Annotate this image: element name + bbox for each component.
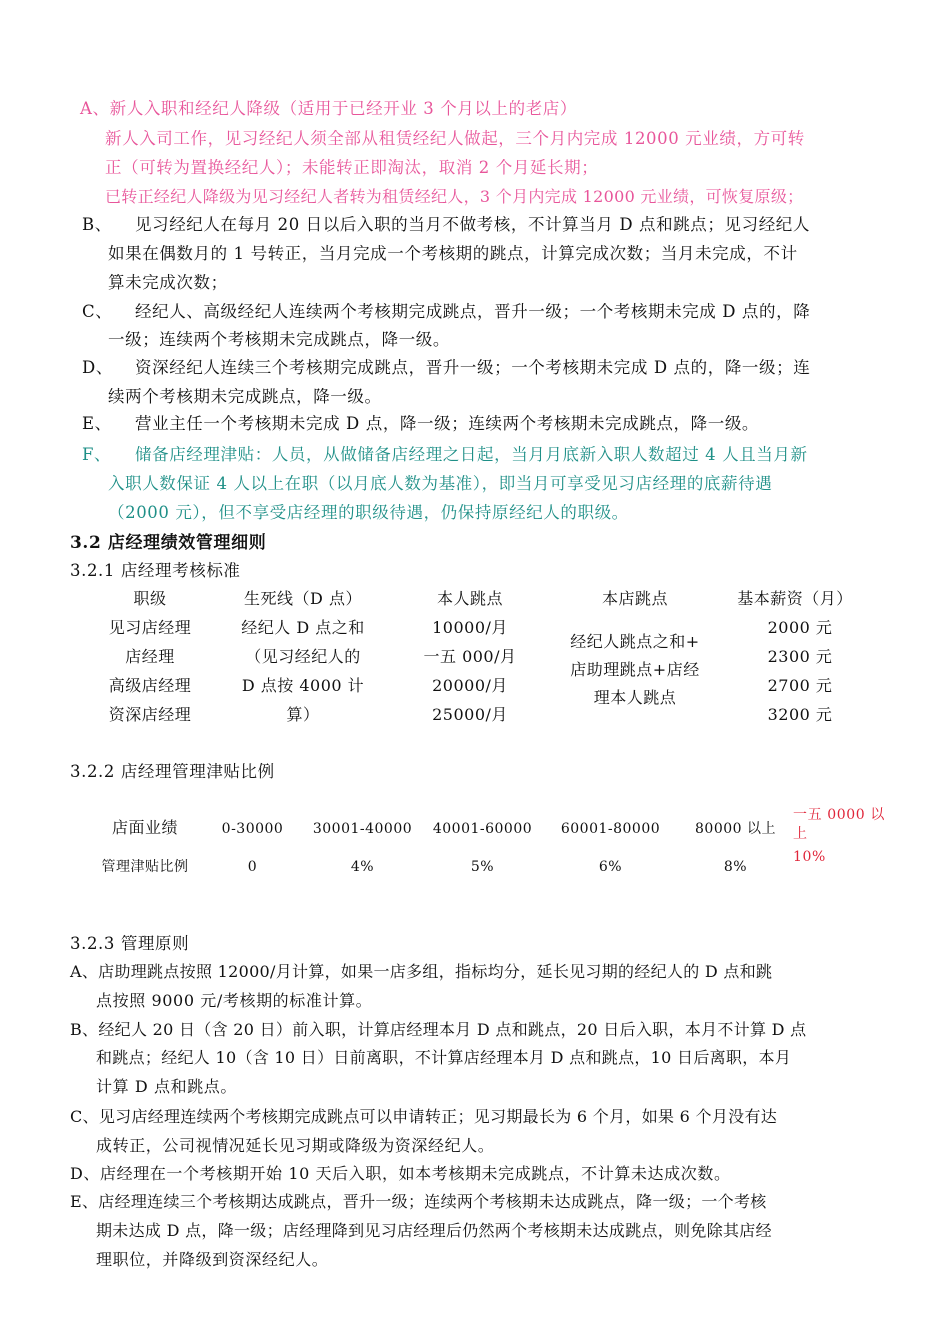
principle-e-line: 理职位，并降级到资深经纪人。	[96, 1250, 329, 1269]
table-cell-range: 80000 以上	[695, 821, 776, 837]
table-cell-range: 40001-60000	[432, 821, 533, 837]
table-row-label: 管理津贴比例	[101, 859, 189, 875]
principle-c-line: 成转正，公司视情况延长见习期或降级为资深经纪人。	[96, 1136, 495, 1155]
section-a-line: 已转正经纪人降级为见习经纪人者转为租赁经纪人，3 个月内完成 12000 元业绩，可恢复原级；	[105, 187, 804, 206]
section-e-mark: E、	[82, 414, 112, 433]
principle-a-line: 点按照 9000 元/考核期的标准计算。	[96, 991, 373, 1010]
section-a-line: 新人入司工作，见习经纪人须全部从租赁经纪人做起，三个月内完成 12000 元业绩，方可转	[105, 129, 805, 148]
table-header: 本人跳点	[436, 589, 503, 608]
section-c-mark: C、	[82, 302, 113, 321]
principle-b-line: 计算 D 点和跳点。	[96, 1077, 238, 1096]
principle-b-line: 和跳点；经纪人 10（含 10 日）日前离职，不计算店经理本月 D 点和跳点，10 日后离职，本月	[96, 1048, 792, 1067]
table-cell-ratio-extra: 10%	[793, 849, 826, 865]
table-header: 职级	[133, 589, 167, 608]
table-cell-rank: 见习店经理	[108, 618, 192, 637]
principle-a-line: A、店助理跳点按照 12000/月计算，如果一店多组，指标均分，延长见习期的经纪人的 D 点和跳	[70, 962, 773, 981]
table-cell-deadline: 算）	[286, 705, 320, 724]
table-cell-store-points: 店助理跳点+店经	[570, 660, 700, 679]
heading-3-2-1: 3.2.1 店经理考核标准	[70, 561, 241, 580]
table-cell-store-points: 理本人跳点	[593, 688, 677, 707]
principle-b-line: B、经纪人 20 日（含 20 日）前入职，计算店经理本月 D 点和跳点，20 日后入职，本月不计算 D 点	[70, 1020, 807, 1039]
table-cell-range: 0-30000	[221, 821, 284, 837]
table-cell-range-extra: 一五 0000 以	[793, 807, 885, 823]
section-b-line: 见习经纪人在每月 20 日以后入职的当月不做考核，不计算当月 D 点和跳点；见习经纪人	[135, 215, 811, 234]
table-cell-range-extra: 上	[793, 826, 808, 842]
table-cell-self-points: 25000/月	[432, 705, 508, 724]
table-cell-range: 60001-80000	[560, 821, 661, 837]
heading-3-2-3: 3.2.3 管理原则	[70, 934, 190, 953]
section-b-mark: B、	[82, 215, 112, 234]
table-cell-self-points: 20000/月	[432, 676, 508, 695]
principle-e-line: 期未达成 D 点，降一级；店经理降到见习店经理后仍然两个考核期未达成跳点，则免除其店经	[96, 1221, 772, 1240]
table-cell-ratio: 6%	[598, 859, 623, 875]
table-header: 生死线（D 点）	[244, 589, 362, 608]
section-b-line: 如果在偶数月的 1 号转正，当月完成一个考核期的跳点，计算完成次数；当月未完成，不计	[108, 244, 798, 263]
table-cell-rank: 资深店经理	[108, 705, 192, 724]
table-cell-deadline: （见习经纪人的	[245, 647, 361, 666]
table-cell-deadline: D 点按 4000 计	[241, 676, 365, 695]
section-b-line: 算未完成次数；	[108, 273, 228, 292]
principle-c-line: C、见习店经理连续两个考核期完成跳点可以申请转正；见习期最长为 6 个月，如果 6 个月没有达	[70, 1107, 778, 1126]
section-c-line: 一级；连续两个考核期未完成跳点，降一级。	[108, 330, 450, 349]
table-cell-salary: 3200 元	[767, 705, 833, 724]
table-header: 基本薪资（月）	[737, 589, 853, 608]
table-cell-rank: 高级店经理	[108, 676, 192, 695]
section-a-line: 正（可转为置换经纪人）；未能转正即淘汰，取消 2 个月延长期；	[105, 158, 599, 177]
table-cell-ratio: 0	[247, 859, 258, 875]
table-cell-deadline: 经纪人 D 点之和	[241, 618, 365, 637]
table-row-label: 店面业绩	[111, 818, 178, 837]
principle-e-line: E、店经理连续三个考核期达成跳点，晋升一级；连续两个考核期未达成跳点，降一级；一个考核	[70, 1192, 767, 1211]
section-f-mark: F、	[82, 445, 112, 464]
heading-3-2-2: 3.2.2 店经理管理津贴比例	[70, 762, 275, 781]
heading-3-2: 3.2 店经理绩效管理细则	[70, 533, 267, 553]
section-a-title: A、新人入职和经纪人降级（适用于已经开业 3 个月以上的老店）	[80, 99, 578, 118]
section-f-line: 储备店经理津贴：人员，从做储备店经理之日起，当月月底新入职人数超过 4 人且当月新	[135, 445, 808, 464]
section-e-line: 营业主任一个考核期未完成 D 点，降一级；连续两个考核期未完成跳点，降一级。	[135, 414, 760, 433]
table-cell-salary: 2000 元	[767, 618, 833, 637]
table-cell-self-points: 一五 000/月	[423, 647, 517, 666]
table-cell-rank: 店经理	[125, 647, 175, 666]
table-cell-salary: 2300 元	[767, 647, 833, 666]
table-cell-self-points: 10000/月	[432, 618, 508, 637]
section-f-line: （2000 元），但不享受店经理的职级待遇，仍保持原经纪人的职级。	[108, 503, 629, 522]
table-cell-store-points: 经纪人跳点之和+	[570, 632, 700, 651]
table-header: 本店跳点	[601, 589, 668, 608]
section-d-mark: D、	[82, 358, 113, 377]
table-cell-range: 30001-40000	[312, 821, 413, 837]
table-cell-ratio: 5%	[470, 859, 495, 875]
section-f-line: 入职人数保证 4 人以上在职（以月底人数为基准），即当月可享受见习店经理的底薪待遇	[108, 474, 773, 493]
section-c-line: 经纪人、高级经纪人连续两个考核期完成跳点，晋升一级；一个考核期未完成 D 点的，降	[135, 302, 811, 321]
section-d-line: 续两个考核期未完成跳点，降一级。	[108, 387, 382, 406]
principle-d-line: D、店经理在一个考核期开始 10 天后入职，如本考核期未完成跳点，不计算未达成次数。	[70, 1164, 731, 1183]
section-d-line: 资深经纪人连续三个考核期完成跳点，晋升一级；一个考核期未完成 D 点的，降一级；连	[135, 358, 811, 377]
table-cell-salary: 2700 元	[767, 676, 833, 695]
table-cell-ratio: 8%	[723, 859, 748, 875]
table-cell-ratio: 4%	[350, 859, 375, 875]
